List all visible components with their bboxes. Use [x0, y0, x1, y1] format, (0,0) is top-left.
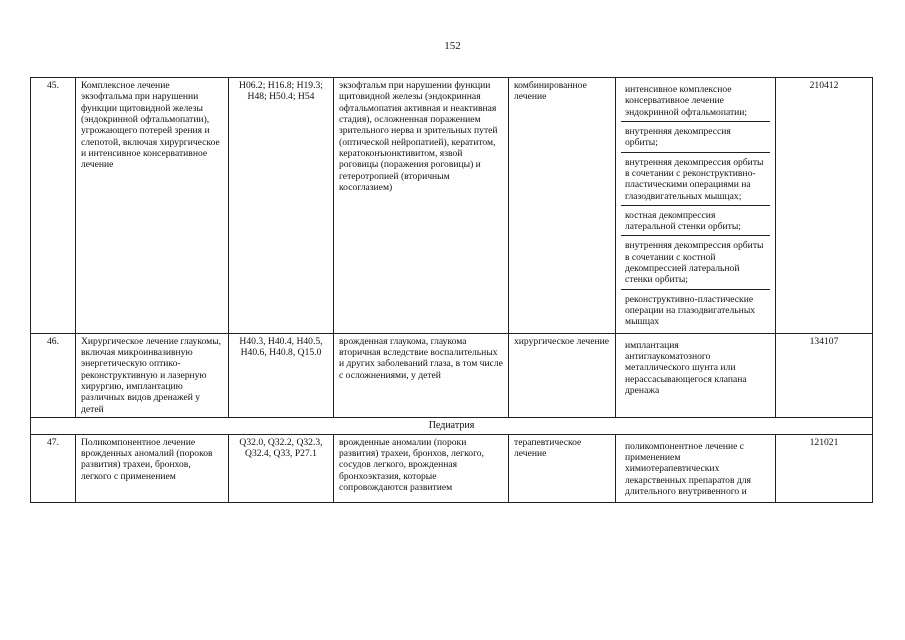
method-item: костная декомпрессия латеральной стенки орбиты;: [621, 206, 770, 237]
table-row: [31, 434, 873, 503]
row-number: 45.: [31, 78, 76, 334]
service-name: Хирургическое лечение глаукомы, включая микроинвазивную энергетическую оптико-реконструктивную и лазерную хирургию, имплантацию различных видов дренажей у детей: [76, 333, 229, 417]
treatment-methods: [616, 434, 776, 503]
row-number: 46.: [31, 333, 76, 417]
medical-services-table: [30, 77, 873, 503]
row-number: 47.: [31, 434, 76, 503]
treatment-type: хирургическое лечение: [509, 333, 616, 417]
method-item: внутренняя декомпрессия орбиты в сочетании с костной декомпрессией латеральной стенки орбиты;: [621, 236, 770, 289]
method-item: интенсивное комплексное консервативное лечение эндокринной офтальмопатии;: [621, 80, 770, 122]
treatment-methods: [616, 78, 776, 334]
price-value: 121021: [776, 434, 873, 503]
icd-codes: Q32.0, Q32.2, Q32.3, Q32.4, Q33, P27.1: [229, 434, 334, 503]
patient-model: врожденные аномалии (пороки развития) трахеи, бронхов, легкого, сосудов легкого, врожденная бронхоэктазия, которые сопровождаются развитием: [334, 434, 509, 503]
price-value: 210412: [776, 78, 873, 334]
page-number: 152: [444, 40, 461, 52]
method-item: внутренняя декомпрессия орбиты в сочетании с реконструктивно-пластическими операциями на глазодвигательных мышцах;: [621, 153, 770, 206]
treatment-methods: [616, 333, 776, 417]
section-row: [31, 417, 873, 434]
treatment-type: терапевтическое лечение: [509, 434, 616, 503]
table-row: [31, 78, 873, 334]
section-title: Педиатрия: [31, 417, 873, 434]
table-row: [31, 333, 873, 417]
icd-codes: H40.3, H40.4, H40.5, H40.6, H40.8, Q15.0: [229, 333, 334, 417]
method-item: поликомпонентное лечение с применением химиотерапевтических лекарственных препаратов для длительного внутривенного и: [625, 440, 751, 497]
service-name: Поликомпонентное лечение врожденных аномалий (пороков развития) трахеи, бронхов, легкого с применением: [76, 434, 229, 503]
method-item: имплантация антиглаукоматозного металлического шунта или нерассасывающегося клапана дренажа: [625, 339, 747, 396]
patient-model: экзофтальм при нарушении функции щитовидной железы (эндокринная офтальмопатия активная и неактивная стадия), осложненная поражением зрительного нерва и зрительных путей (оптической нейропатией), кератитом, кератоконъюнктивитом, язвой роговицы (поражения роговицы) и гетеротропией (вторичным косоглазием): [334, 78, 509, 334]
treatment-type: комбинированное лечение: [509, 78, 616, 334]
service-name: Комплексное лечение экзофтальма при нарушении функции щитовидной железы (эндокринной офтальмопатии), угрожающего потерей зрения и слепотой, включая хирургическое и интенсивное консервативное лечение: [76, 78, 229, 334]
method-item: внутренняя декомпрессия орбиты;: [621, 122, 770, 153]
method-item: реконструктивно-пластические операции на глазодвигательных мышцах: [625, 293, 756, 328]
patient-model: врожденная глаукома, глаукома вторичная вследствие воспалительных и других заболеваний глаза, в том числе с осложнениями, у детей: [334, 333, 509, 417]
icd-codes: H06.2; H16.8; H19.3; H48; H50.4; H54: [229, 78, 334, 334]
price-value: 134107: [776, 333, 873, 417]
